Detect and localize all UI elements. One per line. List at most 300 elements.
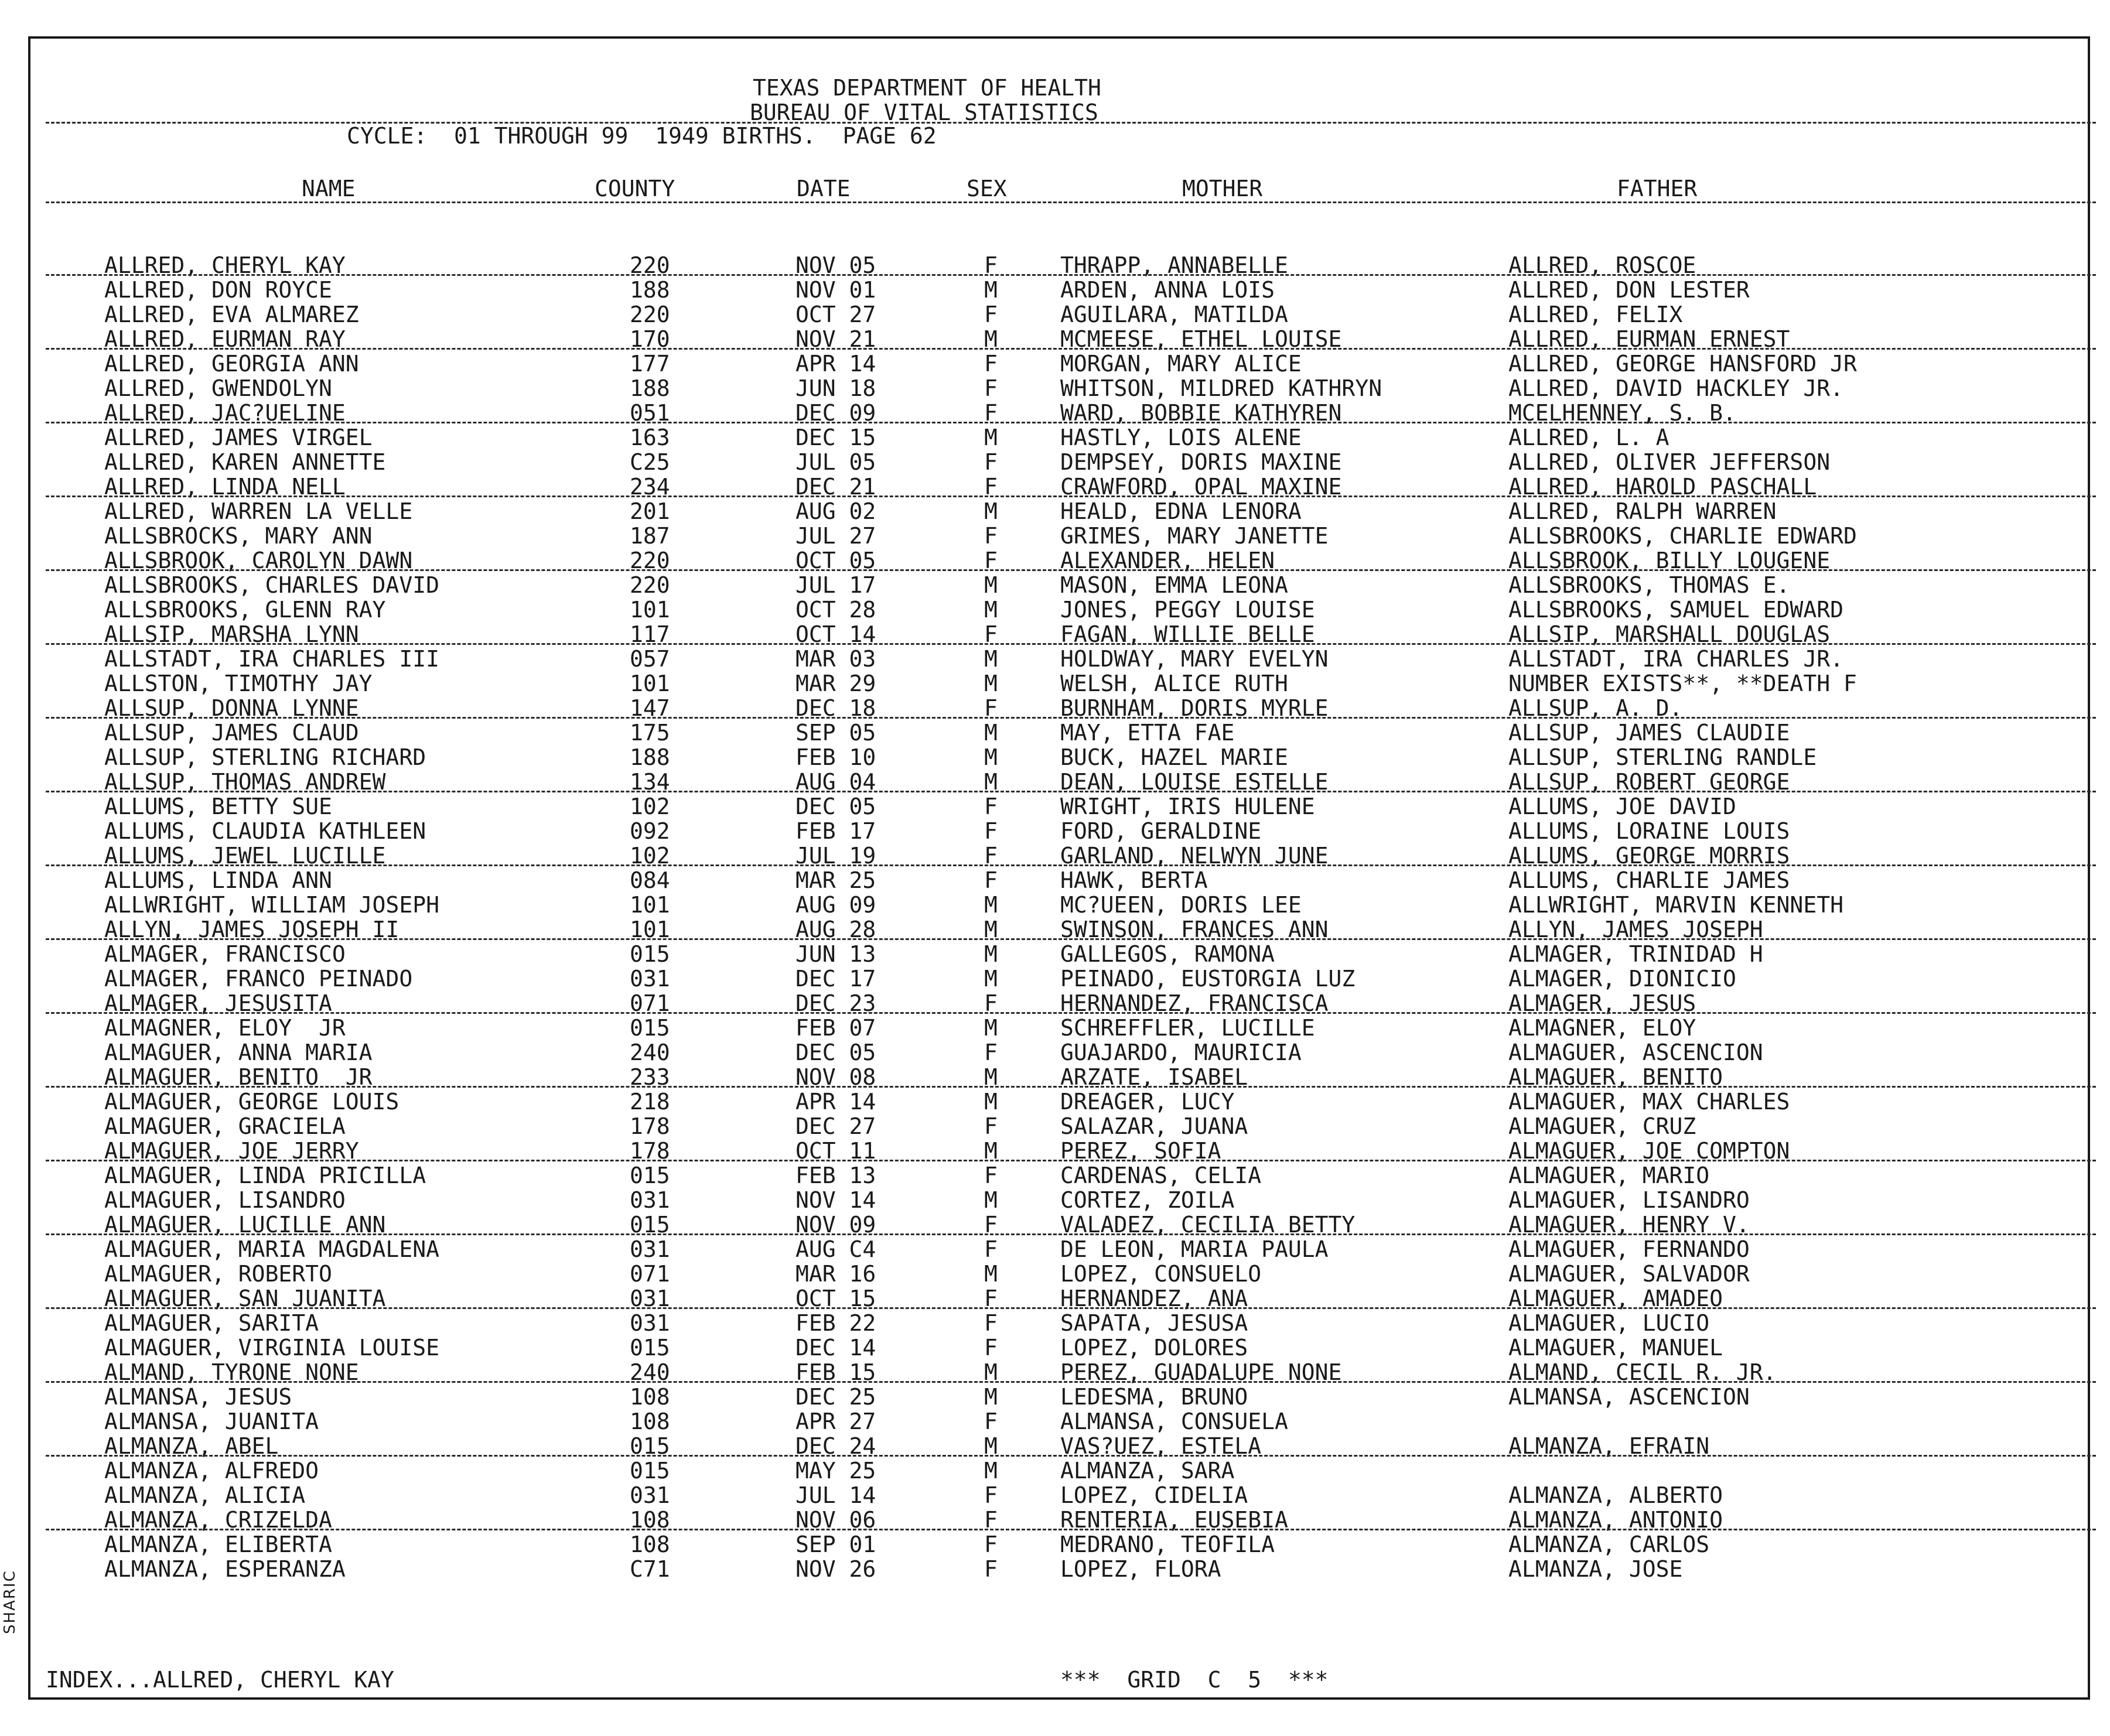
row-group-rule [46,938,2096,940]
cell-date: MAR 03 [795,646,876,672]
cell-county: 220 [630,302,670,327]
cell-name: ALLSUP, STERLING RICHARD [104,744,426,770]
cell-name: ALMAGUER, LUCILLE ANN [104,1212,386,1238]
cell-name: ALMANZA, ALFREDO [104,1458,319,1484]
table-row [0,597,2110,622]
table-row [0,745,2110,770]
row-group-rule [46,791,2096,792]
cell-name: ALLSBROOKS, GLENN RAY [104,597,386,623]
cell-father: ALLUMS, LORAINE LOUIS [1508,818,1790,844]
cell-sex: F [984,351,998,377]
cell-date: AUG 28 [795,917,876,942]
cell-sex: M [984,966,998,992]
row-group-rule [46,864,2096,866]
cell-county: 015 [630,1015,670,1041]
cell-father: ALLUMS, GEORGE MORRIS [1508,843,1790,869]
cell-mother: GALLEGOS, RAMONA [1060,941,1275,967]
cell-county: 147 [630,695,670,721]
cell-father: ALMAGUER, ASCENCION [1508,1040,1763,1065]
cell-date: DEC 15 [795,425,876,450]
cell-sex: M [984,1187,998,1213]
cell-mother: GARLAND, NELWYN JUNE [1060,843,1329,869]
cell-name: ALLSIP, MARSHA LYNN [104,621,359,647]
table-row [0,573,2110,597]
cell-mother: ARDEN, ANNA LOIS [1060,277,1275,303]
cell-date: MAR 29 [795,671,876,696]
cell-mother: PEINADO, EUSTORGIA LUZ [1060,966,1356,992]
cell-father: ALLSBROOK, BILLY LOUGENE [1508,548,1831,573]
cell-county: 188 [630,277,670,303]
cell-date: OCT 28 [795,597,876,623]
header-department: TEXAS DEPARTMENT OF HEALTH [753,75,1101,101]
cell-name: ALLRED, WARREN LA VELLE [104,498,413,524]
table-row [0,1262,2110,1286]
cell-father: ALLSBROOKS, THOMAS E. [1508,572,1790,598]
cell-county: 071 [630,1261,670,1287]
cell-county: 175 [630,720,670,746]
cell-name: ALLSUP, DONNA LYNNE [104,695,359,721]
cell-sex: M [984,597,998,623]
cell-date: SEP 05 [795,720,876,746]
cell-name: ALLUMS, JEWEL LUCILLE [104,843,386,869]
cell-father: ALLSUP, ROBERT GEORGE [1508,769,1790,795]
cell-county: 220 [630,572,670,598]
cell-name: ALMAGUER, SARITA [104,1310,319,1336]
cell-father: ALLUMS, JOE DAVID [1508,794,1736,819]
cell-father: ALLRED, DON LESTER [1508,277,1750,303]
cell-date: NOV 01 [795,277,876,303]
footer-index: INDEX...ALLRED, CHERYL KAY [46,1667,394,1693]
cell-father: ALMANSA, ASCENCION [1508,1384,1750,1410]
cell-father: ALMANZA, JOSE [1508,1556,1683,1582]
cell-mother: HAWK, BERTA [1060,867,1208,893]
cell-mother: PEREZ, SOFIA [1060,1138,1221,1164]
cell-sex: F [984,400,998,426]
cell-sex: F [984,523,998,549]
cell-sex: M [984,671,998,696]
cell-county: 101 [630,671,670,696]
cell-sex: M [984,498,998,524]
cell-county: 031 [630,966,670,992]
cell-sex: F [984,1482,998,1508]
cell-sex: M [984,646,998,672]
cell-name: ALLSBROOKS, CHARLES DAVID [104,572,439,598]
cell-county: 188 [630,375,670,401]
cell-sex: F [984,1532,998,1557]
cell-mother: SALAZAR, JUANA [1060,1113,1248,1139]
cell-date: AUG 02 [795,498,876,524]
cell-sex: F [984,302,998,327]
cell-mother: ALMANZA, SARA [1060,1458,1235,1484]
cell-date: FEB 10 [795,744,876,770]
cell-father: ALMAND, CECIL R. JR. [1508,1359,1777,1385]
cell-mother: DEAN, LOUISE ESTELLE [1060,769,1329,795]
cell-father: ALMANZA, ANTONIO [1508,1507,1723,1533]
cell-date: JUL 17 [795,572,876,598]
row-group-rule [46,1086,2096,1088]
cell-sex: M [984,1359,998,1385]
table-row [0,1089,2110,1114]
cell-father: ALLYN, JAMES JOSEPH [1508,917,1763,942]
cell-name: ALMAGUER, BENITO JR [104,1064,373,1090]
cell-county: 031 [630,1286,670,1311]
cell-sex: F [984,843,998,869]
cell-date: SEP 01 [795,1532,876,1557]
cell-date: DEC 05 [795,1040,876,1065]
cell-county: 101 [630,597,670,623]
col-header-date: DATE [797,176,851,201]
cell-date: AUG 09 [795,892,876,918]
cell-name: ALMAGER, FRANCISCO [104,941,346,967]
cell-county: 092 [630,818,670,844]
cell-name: ALLSUP, JAMES CLAUD [104,720,359,746]
cell-name: ALMAGUER, GRACIELA [104,1113,346,1139]
cell-father: ALMAGUER, AMADEO [1508,1286,1723,1311]
table-row [0,893,2110,917]
cell-father: ALLSBROOKS, SAMUEL EDWARD [1508,597,1843,623]
cell-county: 102 [630,794,670,819]
cell-sex: F [984,621,998,647]
cell-date: APR 27 [795,1409,876,1434]
cell-county: 134 [630,769,670,795]
cell-father: ALMAGER, JESUS [1508,990,1696,1016]
cell-county: 101 [630,917,670,942]
cell-sex: M [984,1138,998,1164]
table-row [0,450,2110,474]
cell-name: ALMAGUER, ROBERTO [104,1261,332,1287]
cell-name: ALMAGUER, SAN JUANITA [104,1286,386,1311]
header-bureau: BUREAU OF VITAL STATISTICS [750,100,1098,125]
cell-name: ALLRED, GEORGIA ANN [104,351,359,377]
cell-father: ALMAGUER, FERNANDO [1508,1236,1750,1262]
cell-father: ALMAGUER, CRUZ [1508,1113,1696,1139]
cell-name: ALMANZA, ALICIA [104,1482,306,1508]
cell-name: ALLRED, EVA ALMAREZ [104,302,359,327]
cell-county: 220 [630,548,670,573]
cell-mother: THRAPP, ANNABELLE [1060,252,1288,278]
cell-sex: M [984,1433,998,1459]
cell-county: 240 [630,1359,670,1385]
cell-county: 177 [630,351,670,377]
cell-mother: MASON, EMMA LEONA [1060,572,1288,598]
cell-mother: CRAWFORD, OPAL MAXINE [1060,474,1342,500]
cell-mother: LOPEZ, FLORA [1060,1556,1221,1582]
table-row [0,1385,2110,1409]
cell-father: ALMAGUER, MANUEL [1508,1335,1723,1361]
cell-father: ALMANZA, EFRAIN [1508,1433,1710,1459]
table-row [0,376,2110,401]
cell-mother: HOLDWAY, MARY EVELYN [1060,646,1329,672]
cell-mother: BURNHAM, DORIS MYRLE [1060,695,1329,721]
cell-father: ALMAGUER, LISANDRO [1508,1187,1750,1213]
cell-county: 015 [630,1433,670,1459]
cell-county: 117 [630,621,670,647]
col-header-father: FATHER [1617,176,1698,201]
cell-mother: SAPATA, JESUSA [1060,1310,1248,1336]
cell-county: 178 [630,1138,670,1164]
table-row [0,1040,2110,1065]
cell-name: ALLRED, JAC?UELINE [104,400,346,426]
cell-date: FEB 07 [795,1015,876,1041]
cell-date: JUL 05 [795,449,876,475]
cell-sex: F [984,252,998,278]
cell-name: ALMANZA, ELIBERTA [104,1532,332,1557]
cell-date: DEC 27 [795,1113,876,1139]
cell-date: DEC 21 [795,474,876,500]
cell-name: ALLRED, CHERYL KAY [104,252,346,278]
cell-name: ALLSBROOK, CAROLYN DAWN [104,548,413,573]
cell-sex: F [984,1409,998,1434]
cell-father: MCELHENNEY, S. B. [1508,400,1736,426]
cell-name: ALLWRIGHT, WILLIAM JOSEPH [104,892,439,918]
cell-county: 178 [630,1113,670,1139]
table-row [0,720,2110,745]
table-row [0,1311,2110,1335]
cell-date: DEC 18 [795,695,876,721]
cell-mother: VAS?UEZ, ESTELA [1060,1433,1262,1459]
cell-sex: M [984,572,998,598]
cell-sex: M [984,917,998,942]
col-header-mother: MOTHER [1182,176,1263,201]
cell-county: 031 [630,1236,670,1262]
cell-sex: F [984,1286,998,1311]
cell-mother: GUAJARDO, MAURICIA [1060,1040,1302,1065]
header-cycle: CYCLE: 01 THROUGH 99 1949 BIRTHS. PAGE 62 [347,123,937,149]
cell-father: ALMAGUER, BENITO [1508,1064,1723,1090]
cell-name: ALMAGUER, JOE JERRY [104,1138,359,1164]
cell-mother: RENTERIA, EUSEBIA [1060,1507,1288,1533]
cell-county: 084 [630,867,670,893]
cell-name: ALMAGUER, LISANDRO [104,1187,346,1213]
cell-sex: F [984,867,998,893]
cell-name: ALLRED, DON ROYCE [104,277,332,303]
cell-county: 015 [630,1335,670,1361]
cell-father: ALMAGUER, SALVADOR [1508,1261,1750,1287]
cell-mother: HERNANDEZ, FRANCISCA [1060,990,1329,1016]
cell-father: ALLRED, FELIX [1508,302,1683,327]
cell-mother: ALMANSA, CONSUELA [1060,1409,1288,1434]
cell-name: ALMAGUER, MARIA MAGDALENA [104,1236,439,1262]
cell-name: ALMAGER, JESUSITA [104,990,332,1016]
cell-sex: F [984,818,998,844]
cell-father: ALMAGER, DIONICIO [1508,966,1736,992]
cell-county: 187 [630,523,670,549]
cell-date: APR 14 [795,1089,876,1115]
cell-date: JUN 18 [795,375,876,401]
cell-county: 031 [630,1482,670,1508]
cell-county: 220 [630,252,670,278]
cell-sex: M [984,425,998,450]
cell-date: JUL 19 [795,843,876,869]
table-row [0,1557,2110,1581]
cell-mother: LOPEZ, DOLORES [1060,1335,1248,1361]
cell-date: FEB 17 [795,818,876,844]
cell-sex: M [984,1015,998,1041]
cell-date: DEC 23 [795,990,876,1016]
cell-mother: MEDRANO, TEOFILA [1060,1532,1275,1557]
cell-sex: F [984,695,998,721]
cell-mother: MCMEESE, ETHEL LOUISE [1060,326,1342,352]
cell-county: 015 [630,1458,670,1484]
cell-name: ALLSBROCKS, MARY ANN [104,523,373,549]
cell-mother: SWINSON, FRANCES ANN [1060,917,1329,942]
row-group-rule [46,1529,2096,1530]
cell-name: ALLUMS, LINDA ANN [104,867,332,893]
cell-father: NUMBER EXISTS**, **DEATH F [1508,671,1857,696]
cell-name: ALMAGUER, GEORGE LOUIS [104,1089,400,1115]
cell-father: ALMAGUER, MAX CHARLES [1508,1089,1790,1115]
cell-name: ALMANZA, ESPERANZA [104,1556,346,1582]
cell-date: NOV 09 [795,1212,876,1238]
table-row [0,1188,2110,1212]
cell-mother: LEDESMA, BRUNO [1060,1384,1248,1410]
cell-father: ALLSUP, A. D. [1508,695,1683,721]
cell-mother: WHITSON, MILDRED KATHRYN [1060,375,1382,401]
cell-county: 015 [630,941,670,967]
cell-date: OCT 05 [795,548,876,573]
cell-name: ALLRED, JAMES VIRGEL [104,425,373,450]
cell-mother: ALEXANDER, HELEN [1060,548,1275,573]
table-row [0,278,2110,302]
cell-father: ALLRED, GEORGE HANSFORD JR [1508,351,1857,377]
cell-county: 188 [630,744,670,770]
row-group-rule [46,1233,2096,1235]
cell-name: ALLRED, EURMAN RAY [104,326,346,352]
row-group-rule [46,422,2096,423]
cell-sex: F [984,1335,998,1361]
cell-county: 108 [630,1409,670,1434]
cell-mother: WRIGHT, IRIS HULENE [1060,794,1315,819]
cell-mother: HEALD, EDNA LENORA [1060,498,1302,524]
cell-date: AUG C4 [795,1236,876,1262]
cell-county: 057 [630,646,670,672]
cell-date: OCT 11 [795,1138,876,1164]
cell-mother: HASTLY, LOIS ALENE [1060,425,1302,450]
cell-county: 234 [630,474,670,500]
cell-date: OCT 15 [795,1286,876,1311]
cell-father: ALLRED, DAVID HACKLEY JR. [1508,375,1843,401]
cell-date: FEB 15 [795,1359,876,1385]
cell-sex: M [984,769,998,795]
cell-date: DEC 14 [795,1335,876,1361]
cell-date: NOV 05 [795,252,876,278]
cell-sex: F [984,1236,998,1262]
cell-date: MAY 25 [795,1458,876,1484]
cell-father: ALLRED, OLIVER JEFFERSON [1508,449,1831,475]
cell-father: ALLSUP, JAMES CLAUDIE [1508,720,1790,746]
cell-name: ALMAND, TYRONE NONE [104,1359,359,1385]
table-row [0,942,2110,966]
table-row [0,1237,2110,1262]
cell-date: MAR 25 [795,867,876,893]
cell-father: ALLSUP, STERLING RANDLE [1508,744,1817,770]
table-row [0,425,2110,450]
col-header-county: COUNTY [595,176,675,201]
col-header-sex: SEX [967,176,1007,201]
cell-date: NOV 14 [795,1187,876,1213]
cell-mother: JONES, PEGGY LOUISE [1060,597,1315,623]
table-row [0,1016,2110,1040]
cell-name: ALMAGER, FRANCO PEINADO [104,966,413,992]
cell-mother: WARD, BOBBIE KATHYREN [1060,400,1342,426]
cell-county: 071 [630,990,670,1016]
table-row [0,1532,2110,1557]
cell-father: ALLSTADT, IRA CHARLES JR. [1508,646,1843,672]
cell-father: ALMANZA, CARLOS [1508,1532,1710,1557]
cell-date: FEB 13 [795,1163,876,1188]
cell-name: ALLSTON, TIMOTHY JAY [104,671,373,696]
cell-mother: MC?UEEN, DORIS LEE [1060,892,1302,918]
cell-name: ALLYN, JAMES JOSEPH II [104,917,400,942]
table-row [0,1409,2110,1434]
cell-name: ALMANZA, CRIZELDA [104,1507,332,1533]
cell-county: C71 [630,1556,670,1582]
row-group-rule [46,569,2096,571]
table-row [0,1458,2110,1483]
cell-mother: GRIMES, MARY JANETTE [1060,523,1329,549]
cell-county: 201 [630,498,670,524]
cell-father: ALLUMS, CHARLIE JAMES [1508,867,1790,893]
row-group-rule [46,495,2096,497]
row-group-rule [46,643,2096,645]
cell-mother: DEMPSEY, DORIS MAXINE [1060,449,1342,475]
cell-father: ALLSIP, MARSHALL DOUGLAS [1508,621,1831,647]
cell-date: DEC 17 [795,966,876,992]
cell-date: OCT 27 [795,302,876,327]
cell-county: 051 [630,400,670,426]
cell-county: 108 [630,1532,670,1557]
cell-date: NOV 06 [795,1507,876,1533]
cell-name: ALMANZA, ABEL [104,1433,279,1459]
cell-sex: M [984,1458,998,1484]
cell-father: ALMAGUER, HENRY V. [1508,1212,1750,1238]
cell-mother: LOPEZ, CONSUELO [1060,1261,1262,1287]
row-group-rule [46,1307,2096,1309]
cell-mother: HERNANDEZ, ANA [1060,1286,1248,1311]
cell-date: APR 14 [795,351,876,377]
footer-grid: *** GRID C 5 *** [1060,1667,1329,1693]
cell-mother: ARZATE, ISABEL [1060,1064,1248,1090]
cell-father: ALMAGUER, LUCIO [1508,1310,1710,1336]
cell-name: ALMANSA, JESUS [104,1384,292,1410]
cell-sex: M [984,720,998,746]
cell-mother: MORGAN, MARY ALICE [1060,351,1302,377]
cell-sex: F [984,990,998,1016]
cell-father: ALMANZA, ALBERTO [1508,1482,1723,1508]
cell-mother: FORD, GERALDINE [1060,818,1262,844]
table-row [0,1483,2110,1508]
row-group-rule [46,1012,2096,1014]
cell-mother: CORTEZ, ZOILA [1060,1187,1235,1213]
cell-father: ALMAGER, TRINIDAD H [1508,941,1763,967]
table-row [0,1335,2110,1360]
cell-mother: CARDENAS, CELIA [1060,1163,1262,1188]
cell-sex: F [984,375,998,401]
table-row [0,499,2110,524]
cell-date: AUG 04 [795,769,876,795]
cell-name: ALLUMS, BETTY SUE [104,794,332,819]
cell-mother: MAY, ETTA FAE [1060,720,1235,746]
cell-name: ALLSUP, THOMAS ANDREW [104,769,386,795]
cell-father: ALMAGUER, JOE COMPTON [1508,1138,1790,1164]
cell-name: ALLRED, LINDA NELL [104,474,346,500]
cell-county: 031 [630,1187,670,1213]
cell-county: 108 [630,1507,670,1533]
table-row [0,302,2110,327]
cell-mother: VALADEZ, CECILIA BETTY [1060,1212,1356,1238]
table-row [0,524,2110,548]
cell-name: ALLRED, GWENDOLYN [104,375,332,401]
